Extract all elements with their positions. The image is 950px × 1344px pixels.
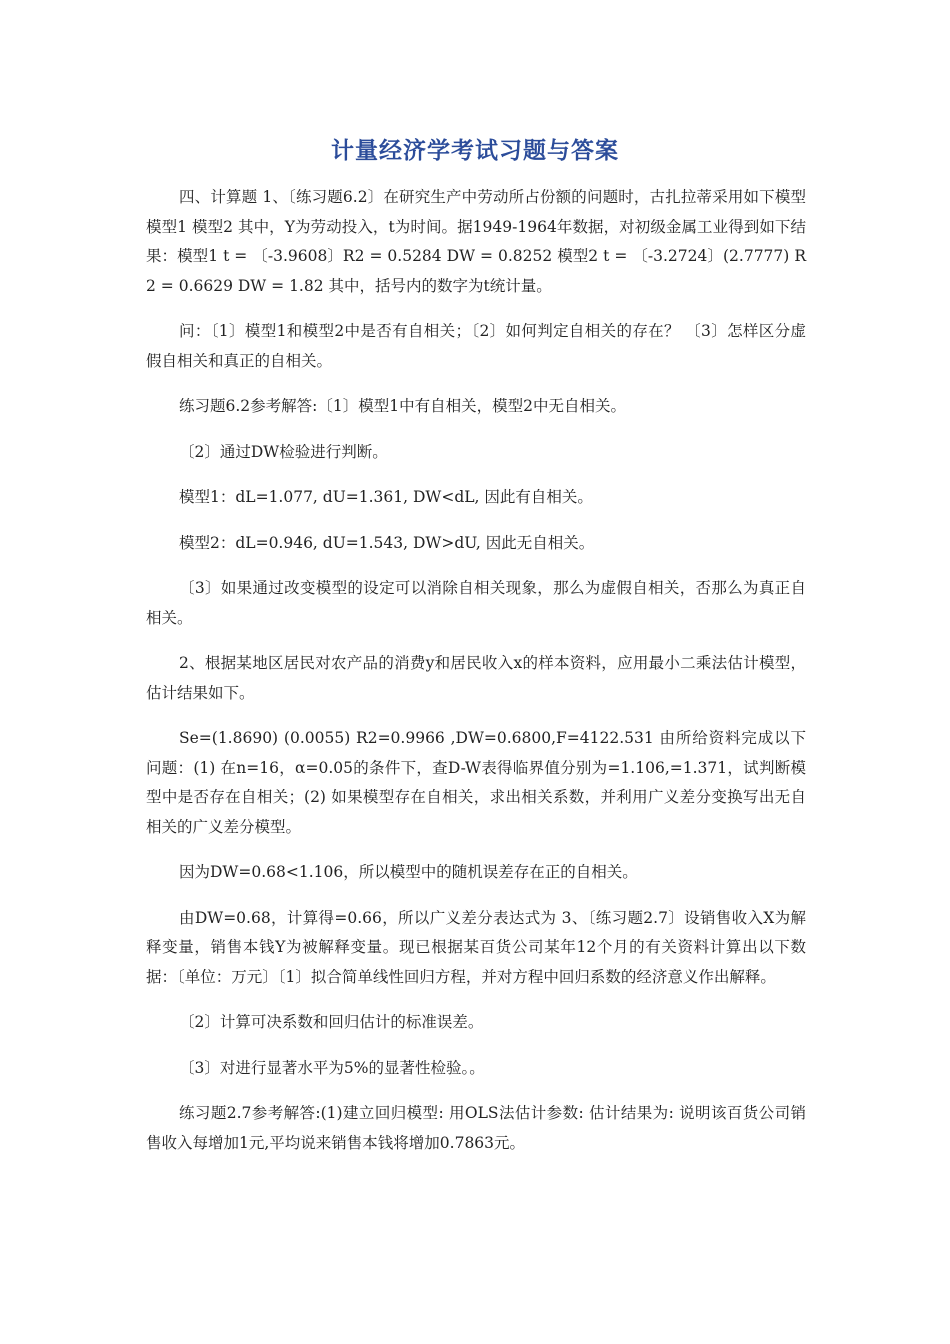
paragraph-q1-questions: 问：〔1〕模型1和模型2中是否有自相关；〔2〕如何判定自相关的存在？ 〔3〕怎样区分虚假自相关和真正的自相关。 [146, 322, 806, 370]
paragraph-q3: 由DW=0.68，计算得=0.66，所以广义差分表达式为 3、〔练习题2.7〕设销售收入X为解释变量，销售本钱Y为被解释变量。现已根据某百货公司某年12个月的有关资料计算出以下数据：〔单位：万元〕〔1〕拟合简单线性回归方程，并对方程中回归系数的经济意义作出解释。 [146, 908, 806, 986]
paragraph-q3-part2: 〔2〕计算可决系数和回归估计的标准误差。 [179, 1013, 484, 1031]
paragraph-q2-results: Se=(1.8690) (0.0055) R2=0.9966 ,DW=0.6800,F=4122.531 由所给资料完成以下问题：(1) 在n=16，α=0.05的条件下，查D-W表得临界值分别为=1.106,=1.371，试判断模型中是否存在自相关；(2) 如果模型存在自相关，求出相关系数，并利用广义差分变换写出无自相关的广义差分模型。 [146, 729, 806, 836]
paragraph-q2-answer-1: 因为DW=0.68<1.106，所以模型中的随机误差存在正的自相关。 [179, 863, 638, 881]
paragraph-model2-dw: 模型2：dL=0.946, dU=1.543, DW>dU, 因此无自相关。 [179, 533, 595, 552]
paragraph-q3-part3: 〔3〕对进行显著水平为5%的显著性检验。。 [179, 1058, 485, 1077]
paragraph-answer-6-2-part2: 〔2〕通过DW检验进行判断。 [179, 442, 388, 461]
paragraph-q1: 四、计算题 1、〔练习题6.2〕在研究生产中劳动所占份额的问题时，古扎拉蒂采用如下模型 模型1 模型2 其中，Y为劳动投入，t为时间。据1949-1964年数据，对初级金属工业得到如下结果：模型1 t = 〔-3.9608〕R2 = 0.5284 DW = 0.8252 模型2 t = 〔-3.2724〕(2.7777) R2 = 0.6629 DW = 1.82 其中，括号内的数字为t统计量。 [146, 188, 806, 295]
paragraph-q2: 2、根据某地区居民对农产品的消费y和居民收入x的样本资料，应用最小二乘法估计模型，估计结果如下。 [146, 654, 806, 702]
paragraph-answer-6-2-part3: 〔3〕如果通过改变模型的设定可以消除自相关现象，那么为虚假自相关，否那么为真正自相关。 [146, 579, 806, 627]
document-title: 计量经济学考试习题与答案 [331, 138, 619, 164]
paragraph-answer-6-2-part1: 练习题6.2参考解答:〔1〕模型1中有自相关，模型2中无自相关。 [179, 397, 626, 415]
paragraph-answer-2-7: 练习题2.7参考解答:(1)建立回归模型: 用OLS法估计参数: 估计结果为: 说明该百货公司销售收入每增加1元,平均说来销售本钱将增加0.7863元。 [146, 1104, 806, 1152]
document-body [146, 183, 806, 1174]
paragraph-model1-dw: 模型1：dL=1.077, dU=1.361, DW<dL, 因此有自相关。 [179, 488, 593, 506]
